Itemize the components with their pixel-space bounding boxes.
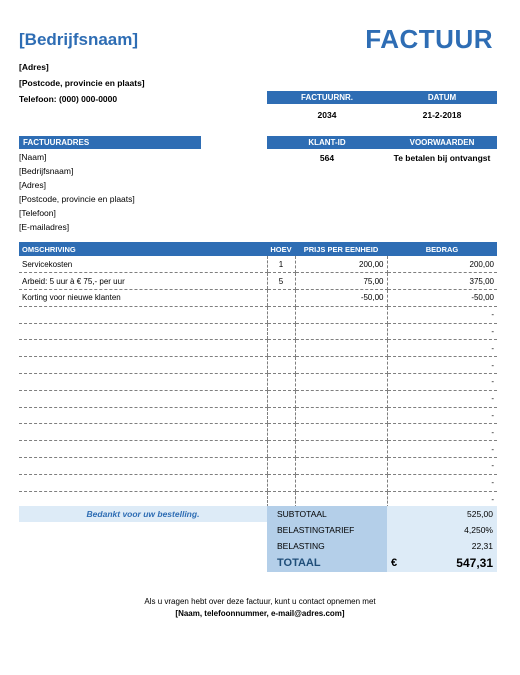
item-description (19, 306, 267, 323)
item-amount: 375,00 (387, 273, 497, 290)
table-row (19, 441, 497, 458)
item-unit-price (295, 357, 387, 374)
item-unit-price: 75,00 (295, 273, 387, 290)
item-quantity (267, 374, 295, 391)
item-unit-price: -50,00 (295, 290, 387, 307)
item-description: Korting voor nieuwe klanten (19, 290, 267, 307)
billing-phone: [Telefoon] (19, 208, 56, 218)
subtotal-label: SUBTOTAAL (267, 506, 387, 522)
company-city: [Postcode, provincie en plaats] (19, 78, 145, 88)
item-quantity (267, 390, 295, 407)
item-quantity (267, 441, 295, 458)
item-quantity (267, 340, 295, 357)
item-unit-price (295, 374, 387, 391)
item-unit-price (295, 390, 387, 407)
quantity-column-header: HOEV (267, 242, 295, 256)
item-quantity (267, 323, 295, 340)
table-row (19, 256, 497, 273)
company-address: [Adres] (19, 62, 49, 72)
item-quantity: 5 (267, 273, 295, 290)
item-amount: - (387, 407, 497, 424)
item-unit-price: 200,00 (295, 256, 387, 273)
item-description: Arbeid: 5 uur à € 75,- per uur (19, 273, 267, 290)
description-column-header: OMSCHRIVING (19, 242, 267, 256)
item-quantity (267, 474, 295, 491)
total-value: 547,31 (456, 556, 493, 570)
item-quantity (267, 357, 295, 374)
item-unit-price (295, 441, 387, 458)
table-row (19, 458, 497, 475)
tax-label: BELASTING (267, 538, 387, 554)
footer-contact-text: Als u vragen hebt over deze factuur, kunt u contact opnemen met (144, 597, 376, 606)
item-description (19, 340, 267, 357)
customer-id: 564 (319, 153, 335, 163)
item-amount: - (387, 441, 497, 458)
item-description (19, 441, 267, 458)
unit-price-column-header: PRIJS PER EENHEID (295, 242, 387, 256)
item-amount: - (387, 424, 497, 441)
tax-value: 22,31 (387, 538, 497, 554)
item-quantity: 1 (267, 256, 295, 273)
item-quantity (267, 407, 295, 424)
billing-city: [Postcode, provincie en plaats] (19, 194, 135, 204)
table-row (19, 340, 497, 357)
billing-name: [Naam] (19, 152, 47, 162)
table-row (19, 306, 497, 323)
currency-symbol: € (391, 557, 398, 569)
item-unit-price (295, 323, 387, 340)
billing-email: [E-mailadres] (19, 222, 70, 232)
table-row (19, 323, 497, 340)
item-amount: - (387, 340, 497, 357)
footer-contact-details: [Naam, telefoonnummer, e-mail@adres.com] (175, 609, 345, 618)
invoice-date: 21-2-2018 (422, 110, 462, 120)
item-unit-price (295, 306, 387, 323)
item-description (19, 458, 267, 475)
amount-column-header: BEDRAG (387, 242, 497, 256)
payment-terms: Te betalen bij ontvangst (393, 153, 491, 163)
invoice-number: 2034 (317, 110, 337, 120)
terms-header: VOORWAARDEN (387, 136, 497, 149)
item-description (19, 407, 267, 424)
item-amount: - (387, 458, 497, 475)
table-row (19, 290, 497, 307)
total-label: TOTAAL (267, 554, 387, 572)
item-unit-price (295, 458, 387, 475)
item-unit-price (295, 407, 387, 424)
item-amount: -50,00 (387, 290, 497, 307)
company-name: [Bedrijfsnaam] (19, 30, 139, 49)
item-amount: - (387, 357, 497, 374)
item-quantity (267, 458, 295, 475)
item-quantity (267, 424, 295, 441)
item-unit-price (295, 340, 387, 357)
item-quantity (267, 306, 295, 323)
tax-rate-value: 4,250% (387, 522, 497, 538)
item-unit-price (295, 424, 387, 441)
item-description: Servicekosten (19, 256, 267, 273)
customer-id-header: KLANT-ID (267, 136, 387, 149)
thank-you-message: Bedankt voor uw bestelling. (19, 506, 267, 522)
table-row (19, 357, 497, 374)
table-row (19, 474, 497, 491)
item-description (19, 323, 267, 340)
item-amount: - (387, 491, 497, 508)
total-cell (387, 554, 497, 572)
table-row (19, 424, 497, 441)
table-row (19, 390, 497, 407)
item-unit-price (295, 474, 387, 491)
item-amount: - (387, 306, 497, 323)
item-amount: - (387, 374, 497, 391)
billing-address: [Adres] (19, 180, 46, 190)
table-row (19, 407, 497, 424)
item-amount: - (387, 474, 497, 491)
item-description (19, 374, 267, 391)
invoice-title: FACTUUR (365, 24, 493, 54)
table-header-row (19, 242, 497, 256)
subtotal-value: 525,00 (387, 506, 497, 522)
invoice-number-header: FACTUURNR. (267, 91, 387, 104)
item-amount: 200,00 (387, 256, 497, 273)
company-phone: Telefoon: (000) 000-0000 (19, 94, 118, 104)
tax-rate-label: BELASTINGTARIEF (267, 522, 387, 538)
item-description (19, 424, 267, 441)
date-header: DATUM (387, 91, 497, 104)
item-description (19, 357, 267, 374)
item-amount: - (387, 323, 497, 340)
table-row (19, 273, 497, 290)
line-items-table (19, 242, 497, 508)
billing-company: [Bedrijfsnaam] (19, 166, 74, 176)
item-quantity (267, 290, 295, 307)
item-description (19, 390, 267, 407)
item-description (19, 474, 267, 491)
billing-address-header: FACTUURADRES (19, 136, 201, 149)
table-row (19, 374, 497, 391)
item-amount: - (387, 390, 497, 407)
